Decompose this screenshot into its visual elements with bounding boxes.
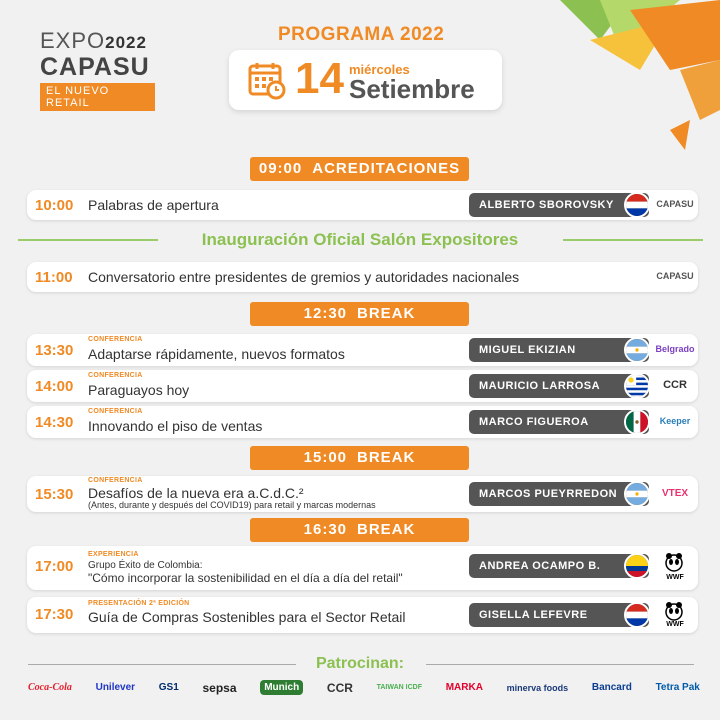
panda-icon [664,552,684,572]
sponsors-row [28,680,700,695]
logo-tagline: EL NUEVO RETAIL [40,83,155,111]
speaker-badge: GISELLA LEFEVRE [469,603,649,627]
speaker-badge: ALBERTO SBOROVSKY [469,193,649,217]
session-time: 10:00 [35,197,74,214]
session-title: Palabras de apertura [88,197,219,213]
uruguay-flag-icon [624,373,650,399]
sponsor-logo: sepsa [202,680,237,695]
capasu-logo: CAPASU [656,271,694,281]
session-title: Desafíos de la nueva era a.C.d.C.² [88,485,304,501]
section-break-3: 16:30 BREAK [250,518,469,542]
session-card [27,190,698,220]
session-card [27,406,698,438]
decorative-triangles [560,0,720,160]
session-title: Adaptarse rápidamente, nuevos formatos [88,346,345,362]
sponsor-logo: Unilever [95,682,136,693]
session-card [27,546,698,590]
session-card [27,262,698,292]
section-break-2: 15:00 BREAK [250,446,469,470]
sponsor-logo: GS1 [158,682,179,693]
session-time: 14:30 [35,414,74,431]
speaker-badge: MARCOS PUEYRREDON [469,482,649,506]
session-tag: PRESENTACIÓN 2ª EDICIÓN [88,600,190,607]
sponsors-title: Patrocinan: [315,655,404,672]
date-day: 14 [295,54,344,103]
paraguay-flag-icon [624,602,650,628]
argentina-flag-icon [624,337,650,363]
session-time: 15:30 [35,486,74,503]
session-title: Conversatorio entre presidentes de gremios y autoridades nacionales [88,269,520,285]
session-time: 17:00 [35,558,74,575]
keeper-logo: Keeper [659,416,691,426]
logo-expo: EXPO [40,28,106,53]
session-time: 17:30 [35,606,74,623]
sponsor-logo: Bancard [591,682,632,693]
logo-year: 2022 [105,33,147,52]
vtex-logo: VTEX [661,488,689,499]
expo-capasu-logo [40,30,155,111]
belgrado-logo: Belgrado [655,344,695,354]
session-time: 13:30 [35,342,74,359]
session-title: Innovando el piso de ventas [88,418,263,434]
logo-capasu: CAPASU [40,53,150,81]
session-time: 11:00 [35,269,73,286]
session-subtitle: "Cómo incorporar la sostenibilidad en el día a día del retail" [88,571,403,585]
sponsors-line-right [426,664,694,665]
session-tag: CONFERENCIA [88,408,143,415]
colombia-flag-icon [624,553,650,579]
inauguration-title: Inauguración Oficial Salón Expositores [201,230,519,249]
date-weekday: miércoles [349,62,410,77]
speaker-badge: MAURICIO LARROSA [469,374,649,398]
session-title: Guía de Compras Sostenibles para el Sector Retail [88,609,406,625]
session-subtitle: (Antes, durante y después del COVID19) para retail y marcas modernas [88,500,376,510]
sponsor-logo: Coca-Cola [28,682,72,693]
date-month: Setiembre [349,74,475,104]
calendar-icon [247,60,287,100]
section-accreditation: 09:00 ACREDITACIONES [250,157,469,181]
session-title: Paraguayos hoy [88,382,190,398]
separator-line-right [563,239,703,241]
section-break-1: 12:30 BREAK [250,302,469,326]
session-card [27,476,698,512]
session-card [27,370,698,402]
sponsor-logo: TAIWAN ICDF [376,684,422,691]
sponsor-logo: Tetra Pak [655,682,700,693]
wwf-logo: WWF [666,574,684,581]
capasu-logo: CAPASU [656,199,694,209]
session-card [27,334,698,366]
speaker-badge: ANDREA OCAMPO B. [469,554,649,578]
session-tag: EXPERIENCIA [88,551,139,558]
mexico-flag-icon [624,409,650,435]
date-box [229,50,502,110]
session-tag: CONFERENCIA [88,336,143,343]
sponsor-logo: MARKA [445,682,483,693]
argentina-flag-icon [624,481,650,507]
paraguay-flag-icon [624,192,650,218]
session-tag: CONFERENCIA [88,477,143,484]
ccr-logo: CCR [663,379,687,391]
sponsor-logo: CCR [326,680,353,695]
panda-icon [664,601,684,621]
session-card [27,597,698,633]
session-time: 14:00 [35,378,74,395]
wwf-logo: WWF [666,621,684,628]
speaker-badge: MIGUEL EKIZIAN [469,338,649,362]
sponsor-logo: Munich [260,680,303,695]
sponsor-logo: minerva foods [506,682,569,693]
program-title: PROGRAMA 2022 [278,24,445,45]
speaker-badge: MARCO FIGUEROA [469,410,649,434]
session-title: Grupo Éxito de Colombia: [88,560,203,571]
session-tag: CONFERENCIA [88,372,143,379]
